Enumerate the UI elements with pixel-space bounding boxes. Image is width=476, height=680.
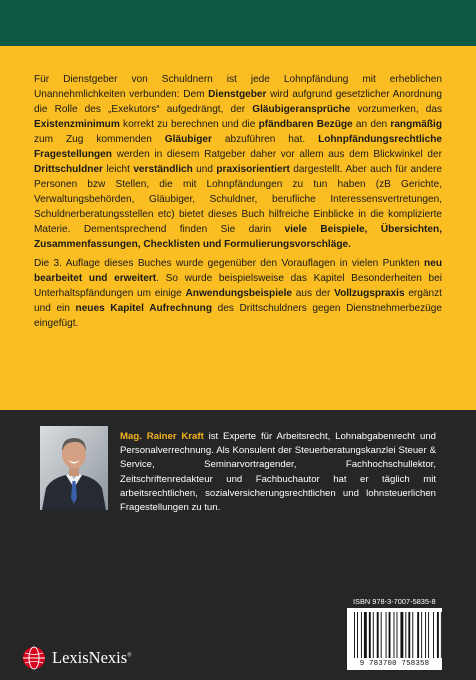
blurb-p2-run: ergänzt und ein [34,288,442,314]
barcode-bar [441,612,442,658]
blurb-p1-run: Dienstgeber [208,89,267,100]
barcode-bar [408,612,410,658]
blurb-p1-run: korrekt zu berechnen und die [119,119,259,130]
blurb-p1-run: Gläubiger [164,134,212,145]
barcode-bar [437,612,439,658]
barcode-bar [425,612,426,658]
blurb-p1-run: praxisorientiert [216,164,290,175]
blurb-p2-run: . So wurde beispielsweise das Kapitel Besonderheiten bei Unterhaltspfändungen um einige [34,273,442,299]
barcode-bar [405,612,406,658]
barcode-bar [394,612,395,658]
barcode-bar [433,612,434,658]
blurb-p1-run: wird aufgrund gesetzlicher Anordnung die Rolle des „Exekutors“ aufgedrängt, der [34,89,442,115]
blurb-p2-run: Die 3. Auflage dieses Buches wurde gegenüber den Vorauflagen in vielen Punkten [34,258,425,269]
blurb-p1-run: Gläubigeransprüche [252,104,351,115]
blurb-p1-run: Lohnpfändungsrechtliche Fragestellungen [34,134,442,160]
barcode-bar [386,612,387,658]
blurb-p2-run: neues Kapitel Aufrechnung [75,303,212,314]
blurb-p2-run: aus der [292,288,335,299]
blurb-p1-run: zum Zug kommenden [34,134,165,145]
blurb-p2-run: des Drittschuldners gegen Dienstnehmerbezüge eingefügt. [34,303,443,329]
blurb-p1-run: Drittschuldner [34,164,103,175]
back-cover-blurb [34,72,442,335]
blurb-p2-run: neu bearbeitet und erweitert [34,258,442,284]
blurb-p1-run: an den [352,119,391,130]
barcode-bar [381,612,382,658]
blurb-p1-run: und [192,164,217,175]
barcode-bar [364,612,367,658]
barcode [347,608,442,670]
blurb-paragraph-1 [34,72,442,252]
blurb-paragraph-2 [34,256,442,331]
barcode-bar [377,612,379,658]
top-color-band [0,0,476,46]
publisher-name: LexisNexis [52,648,128,667]
blurb-p2-run: Anwendungsbeispiele [185,288,293,299]
barcode-digits: 9 783700 758358 [359,660,430,668]
barcode-bar [369,612,371,658]
author-name: Mag. Rainer Kraft [120,431,204,442]
barcode-bar [373,612,374,658]
barcode-bar [389,612,391,658]
blurb-p1-run: werden in diesem Ratgeber daher vor allem aus dem Blickwinkel der [111,149,442,160]
barcode-bar [397,612,398,658]
barcode-bar [400,612,403,658]
blurb-p1-run: pfändbaren Bezüge [258,119,353,130]
blurb-p1-run: Für Dienstgeber von Schuldnern ist jede Lohnpfändung mit erheblichen Unannehmlichkeiten verbunden: Dem [34,74,442,100]
lexisnexis-globe-icon [22,646,46,670]
barcode-bar [417,612,419,658]
blurb-p1-run: abzuführen hat. [211,134,319,145]
blurb-p2-run: Vollzugspraxis [334,288,405,299]
blurb-p1-run: viele Beispiele, Übersichten, Zusammenfassungen, Checklisten und Formulierungsvorschläge. [34,224,443,250]
blurb-p1-run: verständlich [133,164,193,175]
blurb-p1-run: Existenzminimum [34,119,120,130]
author-photo [40,426,108,510]
blurb-p1-run: vorzumerken, das [350,104,443,115]
blurb-p1-run: dargestellt. Aber auch für andere Personen bzw Stellen, die mit Lohnpfändungen zu tun haben (zB Gerichte, Verwaltungsbehörden, Gläubiger, Schuldner, berufliche Interessensvertretungen, Schuldnerberatungsstellen etc) bietet dieses Buch hilfreiche Einblicke in die komplizierte Materie. Dementsprechend finden Sie darin [34,164,442,235]
author-bio-text: ist Experte für Arbeitsrecht, Lohnabgabenrecht und Personalverrechnung. Als Konsulent der Steuerberatungskanzlei Steuer & Service, Seminarvortragender, Fachhochschullektor, Zeitschriftenredakteur und Fachbuchautor hat er täglich mit arbeitsrechtlichen, sozialversicherungsrechtlichen und lohnsteuerlichen Fragestellungen zu tun. [120,431,436,514]
barcode-bar [421,612,422,658]
author-bio [120,430,436,515]
barcode-bar [428,612,429,658]
blurb-p1-run: leicht [102,164,134,175]
blurb-p1-run: rangmäßig [390,119,442,130]
barcode-bar [354,612,355,658]
publisher-logo: LexisNexis® [22,645,132,671]
isbn-text: ISBN 978-3-7007-5835-8 [353,597,436,606]
barcode-bar [357,612,358,658]
barcode-bar [361,612,362,658]
barcode-bar [412,612,413,658]
